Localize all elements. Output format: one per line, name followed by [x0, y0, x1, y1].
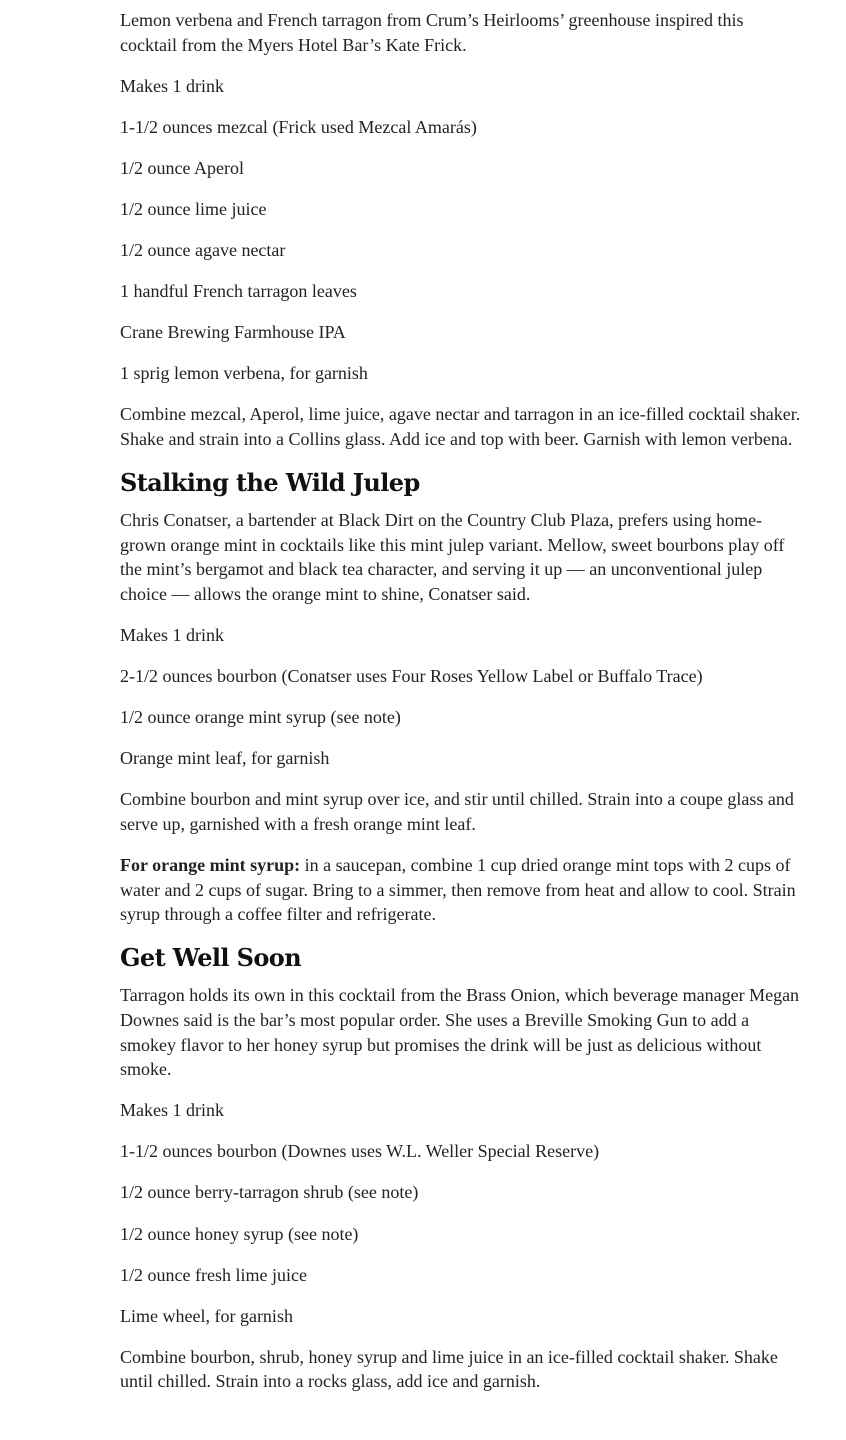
recipe-method: Combine bourbon, shrub, honey syrup and lime juice in an ice-filled cocktail shaker. Shake until chilled. Strain into a rocks glass, add ice and garnish.	[120, 1346, 778, 1392]
ingredient-item: 1/2 ounce orange mint syrup (see note)	[120, 707, 401, 728]
ingredient-item: 1/2 ounce berry-tarragon shrub (see note)	[120, 1182, 419, 1203]
ingredient-item: 1/2 ounce lime juice	[120, 198, 267, 219]
ingredient-item: 1 sprig lemon verbena, for garnish	[120, 363, 368, 384]
note-text: in a saucepan, combine 1 cup dried orange mint tops with 2 cups of water and 2 cups of sugar. Bring to a simmer, then remove from heat and allow to cool. Strain syrup through a coffee filter and refrigerate.	[120, 855, 796, 925]
ingredient-item: Orange mint leaf, for garnish	[120, 748, 330, 769]
recipe-intro: Tarragon holds its own in this cocktail from the Brass Onion, which beverage manager Megan Downes said is the bar’s most popular order. She uses a Breville Smoking Gun to add a smokey flavor to her honey syrup but promises the drink will be just as delicious without smoke.	[120, 985, 800, 1080]
ingredient-item: 1-1/2 ounces mezcal (Frick used Mezcal Amarás)	[120, 116, 477, 137]
ingredient-item: Crane Brewing Farmhouse IPA	[120, 322, 346, 343]
recipe-note	[120, 853, 802, 927]
ingredient-item: 1-1/2 ounces bourbon (Downes uses W.L. Weller Special Reserve)	[120, 1141, 600, 1162]
ingredient-item: 1/2 ounce agave nectar	[120, 240, 286, 261]
ingredient-item: 1/2 ounce honey syrup (see note)	[120, 1223, 359, 1244]
recipe-title: Stalking the Wild Julep	[120, 468, 420, 498]
ingredient-item: Lime wheel, for garnish	[120, 1305, 293, 1326]
ingredient-item: 1/2 ounce fresh lime juice	[120, 1264, 307, 1285]
recipe-yield: Makes 1 drink	[120, 75, 224, 96]
article-body	[120, 8, 802, 1410]
recipe-method: Combine bourbon and mint syrup over ice, and stir until chilled. Strain into a coupe glass and serve up, garnished with a fresh orange mint leaf.	[120, 789, 794, 834]
recipe-intro: Lemon verbena and French tarragon from Crum’s Heirlooms’ greenhouse inspired this cocktail from the Myers Hotel Bar’s Kate Frick.	[120, 10, 744, 55]
ingredient-item: 1/2 ounce Aperol	[120, 157, 244, 178]
recipe-method: Combine mezcal, Aperol, lime juice, agave nectar and tarragon in an ice-filled cocktail shaker. Shake and strain into a Collins glass. Add ice and top with beer. Garnish with lemon verbena.	[120, 404, 801, 450]
ingredient-item: 2-1/2 ounces bourbon (Conatser uses Four Roses Yellow Label or Buffalo Trace)	[120, 666, 703, 687]
recipe-yield: Makes 1 drink	[120, 625, 224, 645]
recipe-yield: Makes 1 drink	[120, 1100, 224, 1121]
recipe-intro: Chris Conatser, a bartender at Black Dirt on the Country Club Plaza, prefers using home-grown orange mint in cocktails like this mint julep variant. Mellow, sweet bourbons play off the mint’s bergamot and black tea character, and serving it up — an unconventional julep choice — allows the orange mint to shine, Conatser said.	[120, 510, 785, 604]
ingredient-item: 1 handful French tarragon leaves	[120, 281, 357, 302]
recipe-title: Get Well Soon	[120, 943, 302, 973]
note-label: For orange mint syrup:	[120, 855, 301, 876]
